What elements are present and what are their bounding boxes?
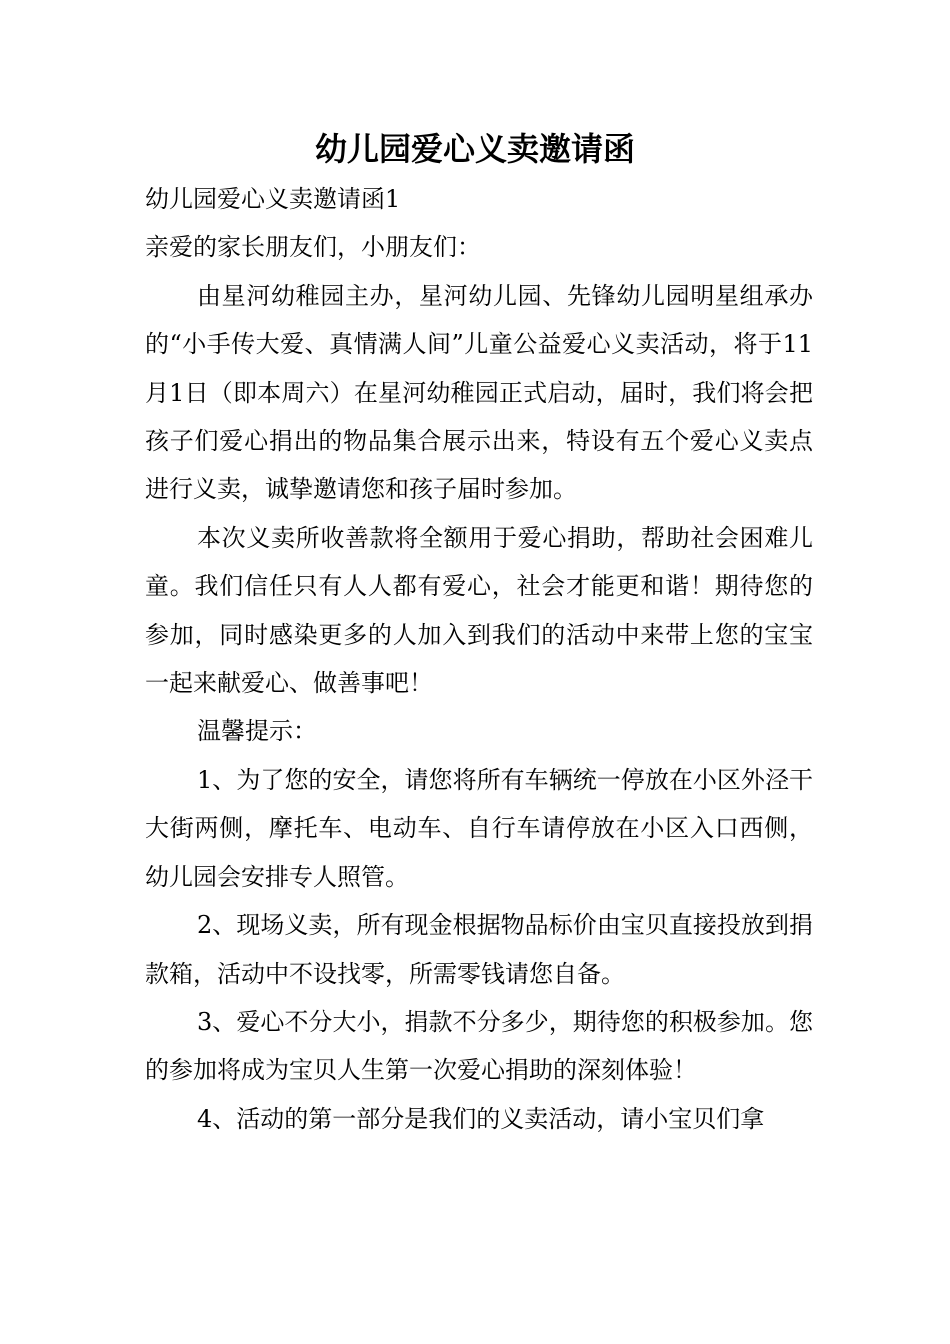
paragraph-donation: 本次义卖所收善款将全额用于爱心捐助，帮助社会困难儿童。我们信任只有人人都有爱心，社会才能更和谐！期待您的参加，同时感染更多的人加入到我们的活动中来带上您的宝宝一起来献爱心、做善事吧！ — [145, 523, 813, 698]
tip-item-4: 4、活动的第一部分是我们的义卖活动，请小宝贝们拿 — [197, 1104, 765, 1133]
tips-heading: 温馨提示： — [197, 717, 317, 746]
document-title: 幼儿园爱心义卖邀请函 — [314, 130, 635, 168]
tip-item-2: 2、现场义卖，所有现金根据物品标价由宝贝直接投放到捐款箱，活动中不设找零，所需零钱请您自备。 — [145, 911, 813, 988]
document-subtitle: 幼儿园爱心义卖邀请函1 — [145, 185, 401, 213]
tip-item-1: 1、为了您的安全，请您将所有车辆统一停放在小区外泾干大街两侧，摩托车、电动车、自行车请停放在小区入口西侧，幼儿园会安排专人照管。 — [145, 765, 813, 891]
document-body — [145, 175, 813, 1143]
salutation: 亲爱的家长朋友们，小朋友们： — [145, 233, 481, 262]
tip-item-3: 3、爱心不分大小，捐款不分多少，期待您的积极参加。您的参加将成为宝贝人生第一次爱心捐助的深刻体验！ — [145, 1007, 813, 1085]
paragraph-intro: 由星河幼稚园主办，星河幼儿园、先锋幼儿园明星组承办的“小手传大爱、真情满人间”儿童公益爱心义卖活动，将于11月1日（即本周六）在星河幼稚园正式启动，届时，我们将会把孩子们爱心捐出的物品集合展示出来，特设有五个爱心义卖点进行义卖，诚挚邀请您和孩子届时参加。 — [145, 281, 813, 504]
